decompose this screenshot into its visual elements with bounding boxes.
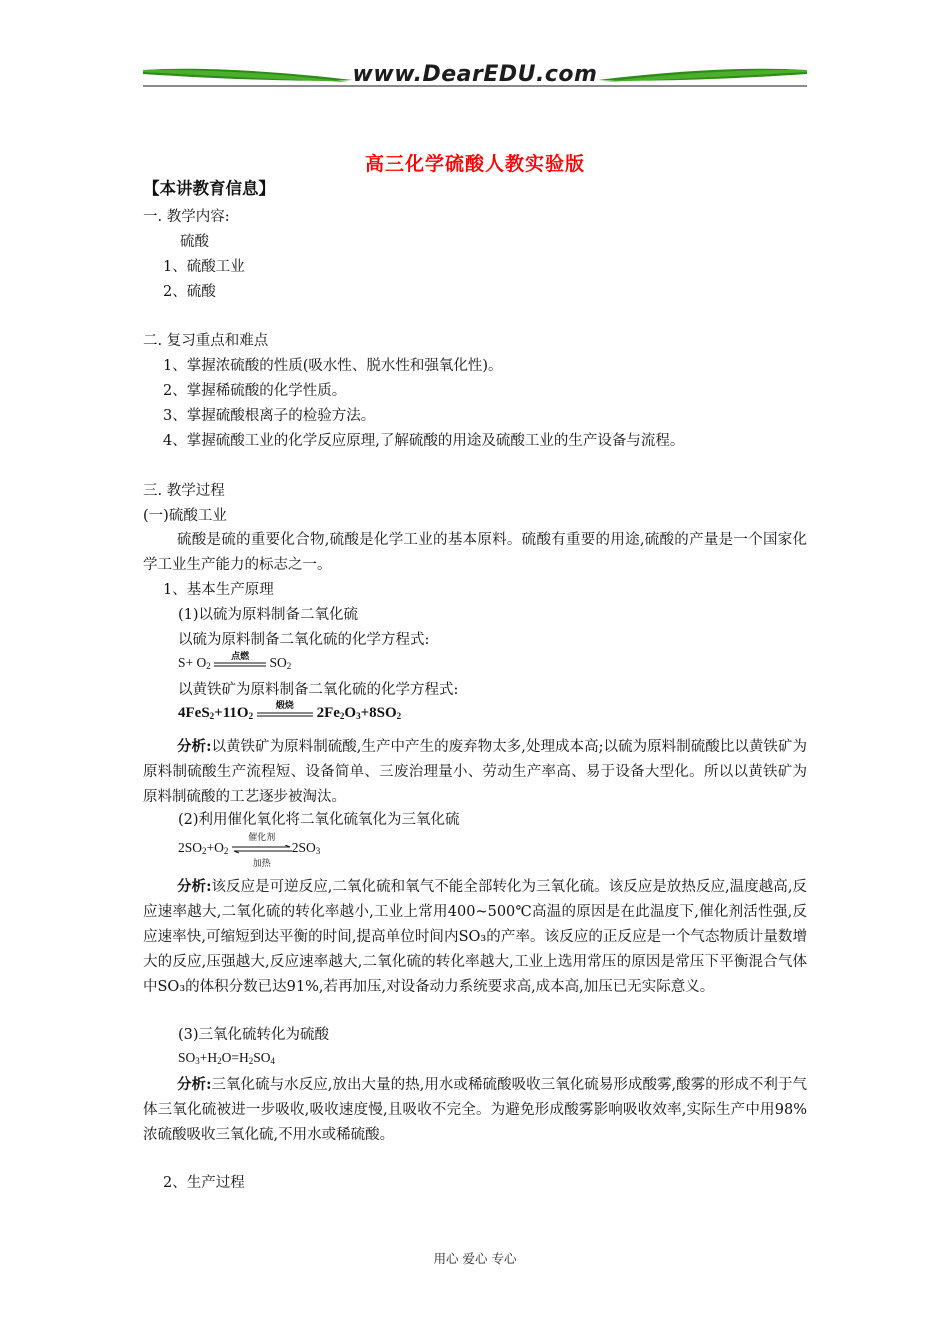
section-info-heading: 【本讲教育信息】 [143, 179, 275, 198]
s3-step-1: (1)以硫为原料制备二氧化硫 [178, 607, 359, 623]
eq3-condition-bottom: 加热 [252, 857, 271, 868]
page-header [143, 58, 807, 98]
s2-item-4: 4、掌握硫酸工业的化学反应原理,了解硫酸的用途及硫酸工业的生产设备与流程。 [163, 433, 685, 449]
s1-heading: 一. 教学内容: [143, 209, 230, 225]
equation-sulfur-combustion: $S+ O_2$ 点燃 $SO_2$ [178, 650, 292, 671]
s3-subheading: (一)硫酸工业 [143, 508, 227, 524]
eq2-condition: 煅烧 [275, 699, 294, 710]
s2-item-3: 3、掌握硫酸根离子的检验方法。 [163, 408, 376, 424]
analysis-paragraph-2: 分析:该反应是可逆反应,二氧化硫和氧气不能全部转化为三氧化硫。该反应是放热反应,温度越高,反应速率越大,二氧化硫的转化率越小,工业上常用400~500℃高温的原因是在此温度下,催化剂活性强,反应速率快,可缩短到达平衡的时间,提高单位时间内SO₃的产率。该反应的正反应是一个气态物质计量数增大的反应,压强越大,反应速率越大,二氧化硫的转化率越大,工业上选用常压的原因是常压下平衡混合气体中SO₃的体积分数已达91%,若再加压,对设备动力系统要求高,成本高,加压已无实际意义。 [143, 878, 807, 995]
s3-step-1-desc-b: 以黄铁矿为原料制备二氧化硫的化学方程式: [178, 682, 459, 698]
s3-point-1: 1、基本生产原理 [163, 582, 274, 598]
analysis-paragraph-3: 分析:三氧化硫与水反应,放出大量的热,用水或稀硫酸吸收三氧化硫易形成酸雾,酸雾的形成不利于气体三氧化硫被进一步吸收,吸收速度慢,且吸收不完全。为避免形成酸雾影响吸收效率,实际生产中用98%浓硫酸吸收三氧化硫,不用水或稀硫酸。 [143, 1076, 807, 1143]
s3-intro-paragraph: 硫酸是硫的重要化合物,硫酸是化学工业的基本原料。硫酸有重要的用途,硫酸的产量是一个国家化学工业生产能力的标志之一。 [143, 532, 807, 573]
page-footer: 用心 爱心 专心 [433, 1251, 517, 1266]
header-brand-logo: www.DearEDU.com [352, 62, 598, 87]
s1-item-2: 2、硫酸 [163, 284, 216, 300]
s3-heading: 三. 教学过程 [143, 483, 225, 499]
analysis-paragraph-1: 分析:以黄铁矿为原料制硫酸,生产中产生的废弃物太多,处理成本高;以硫为原料制硫酸比以黄铁矿为原料制硫酸生产流程短、设备简单、三废治理量小、劳动生产率高、易于设备大型化。所以以黄铁矿为原料制硫酸的工艺逐步被淘汰。 [143, 738, 807, 805]
page-title: 高三化学硫酸人教实验版 [364, 153, 585, 175]
s3-step-3: (3)三氧化硫转化为硫酸 [178, 1027, 330, 1043]
s2-item-2: 2、掌握稀硫酸的化学性质。 [163, 383, 347, 399]
s2-heading: 二. 复习重点和难点 [143, 333, 269, 349]
eq1-condition: 点燃 [231, 650, 250, 661]
s1-topic: 硫酸 [180, 234, 209, 250]
s3-point-2: 2、生产过程 [163, 1175, 245, 1191]
equation-catalytic-oxidation: $2SO_2+O_2$ 催化剂 加热 $2SO_3$ [178, 831, 321, 868]
s3-step-2: (2)利用催化氧化将二氧化硫氧化为三氧化硫 [178, 812, 460, 828]
eq3-condition-top: 催化剂 [248, 831, 276, 842]
analysis-label: 分析: [177, 738, 212, 755]
equation-pyrite-roasting: $4FeS_2+11O_2$ 煅烧 $2Fe_2O_3+8SO_2$ [178, 699, 402, 721]
s3-step-1-desc-a: 以硫为原料制备二氧化硫的化学方程式: [178, 632, 430, 648]
equation-so3-absorption: $SO_3+H_2O=H_2SO_4$ [178, 1050, 276, 1066]
s1-item-1: 1、硫酸工业 [163, 259, 245, 275]
s2-item-1: 1、掌握浓硫酸的性质(吸水性、脱水性和强氧化性)。 [163, 358, 503, 374]
